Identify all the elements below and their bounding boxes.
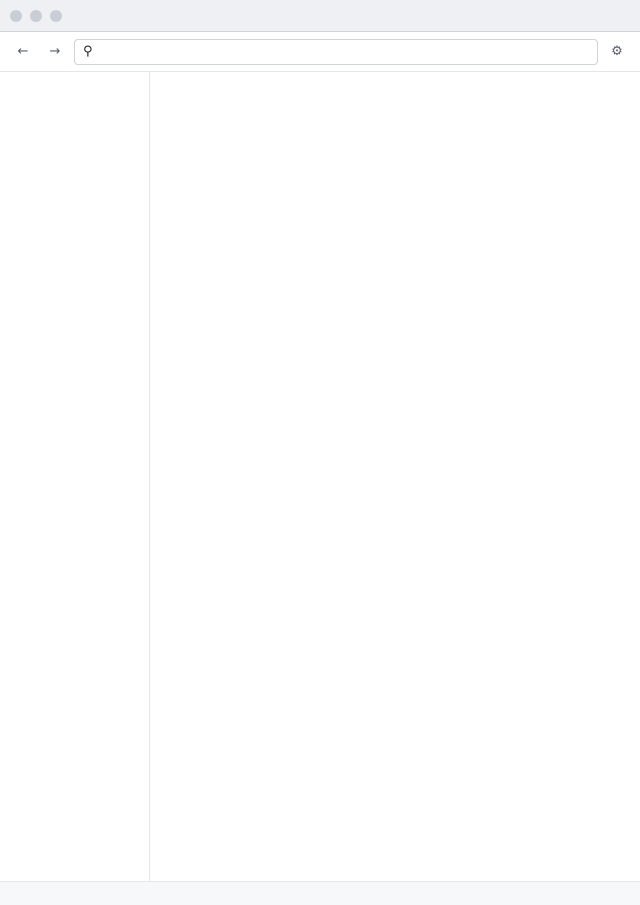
- window-body: [0, 72, 640, 881]
- back-button[interactable]: [10, 39, 36, 65]
- main-panel: [150, 72, 640, 881]
- settings-button[interactable]: [604, 39, 630, 65]
- arrow-left-icon: ←: [17, 44, 29, 59]
- content-area: [164, 116, 626, 156]
- gear-icon: ⚙: [611, 44, 623, 59]
- search-input[interactable]: [99, 44, 589, 60]
- arrow-right-icon: →: [49, 44, 61, 59]
- search-icon: ⚲: [83, 44, 93, 59]
- status-bar: [0, 881, 640, 905]
- page-title: [164, 86, 626, 106]
- search-box[interactable]: [74, 39, 598, 65]
- forward-button[interactable]: [42, 39, 68, 65]
- close-window-button[interactable]: [10, 10, 22, 22]
- maximize-window-button[interactable]: [50, 10, 62, 22]
- minimize-window-button[interactable]: [30, 10, 42, 22]
- title-bar: [0, 0, 640, 32]
- sidebar: [0, 72, 150, 881]
- toolbar: [0, 32, 640, 72]
